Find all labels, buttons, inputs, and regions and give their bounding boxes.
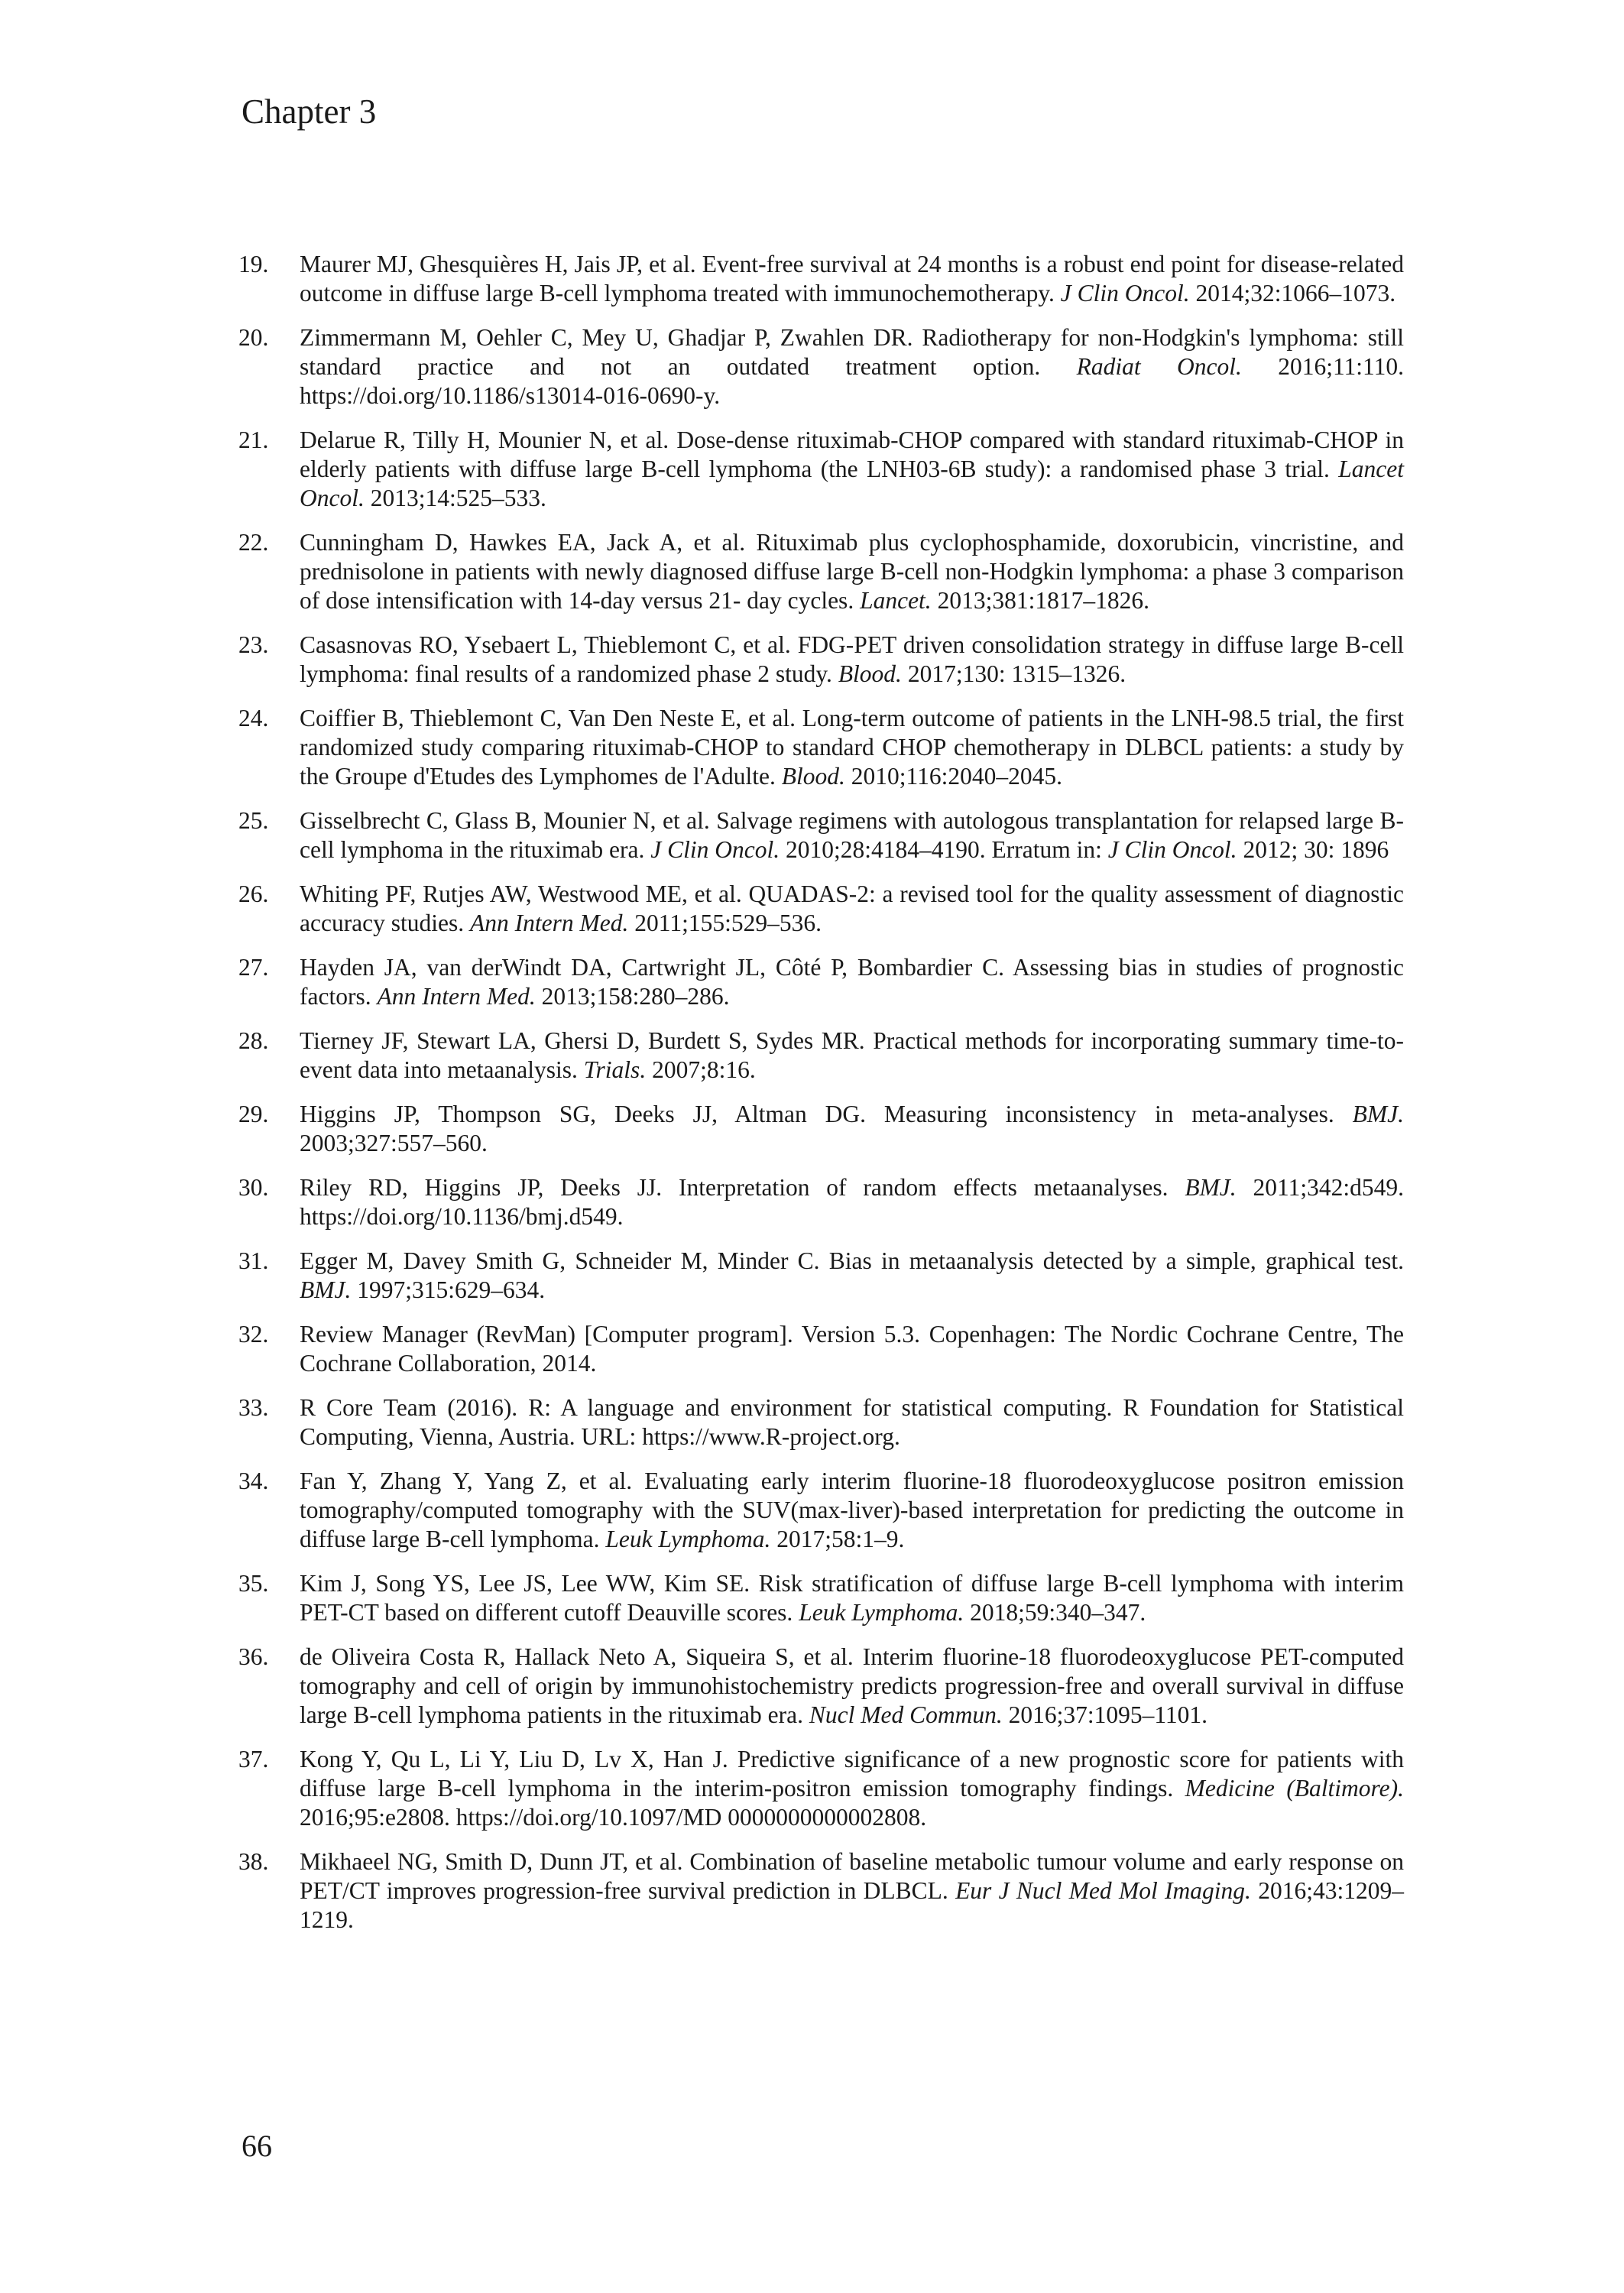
reference-number: 26. [238,881,269,907]
reference-text [300,1569,1404,1627]
reference-number: 37. [238,1746,269,1772]
citation-segment: 1997;315:629–634. [351,1276,546,1303]
reference-number: 22. [238,529,269,556]
reference-number: 21. [238,426,269,453]
citation-segment: 2017;130: 1315–1326. [901,660,1126,687]
reference-item [238,1393,1404,1451]
citation-segment: 2018;59:340–347. [964,1599,1146,1626]
reference-number: 19. [238,251,269,277]
reference-text [300,250,1404,308]
reference-text [300,880,1404,938]
citation-segment: Review Manager (RevMan) [Computer program]. Version 5.3. Copenhagen: The Nordic Cochrane Centre, The Cochrane Collaboration, 2014. [300,1321,1404,1377]
journal-title: Blood. [781,763,845,790]
reference-number: 20. [238,324,269,351]
citation-segment: Maurer MJ, Ghesquières H, Jais JP, et al. Event-free survival at 24 months is a robust end point for disease-related outcome in diffuse large B-cell lymphoma treated with immunochemotherapy. [300,251,1404,306]
journal-title: Radiat Oncol. [1076,353,1242,380]
journal-title: J Clin Oncol. [650,836,780,863]
citation-segment: 2016;43:1209–1219. [300,1877,1404,1933]
reference-text [300,426,1404,513]
reference-text [300,631,1404,689]
journal-title: Medicine (Baltimore). [1185,1775,1404,1802]
reference-number: 23. [238,631,269,658]
reference-text [300,953,1404,1011]
citation-segment: R Core Team (2016). R: A language and environment for statistical computing. R Foundation for Statistical Computing, Vienna, Austria. URL: https://www.R-project.org. [300,1394,1404,1450]
reference-item [238,1467,1404,1554]
citation-segment: Cunningham D, Hawkes EA, Jack A, et al. Rituximab plus cyclophosphamide, doxorubicin, vincristine, and prednisolone in patients with newly diagnosed diffuse large B-cell non-Hodgkin lymphoma: a phase 3 comparison of dose intensification with 14-day versus 21- day cycles. [300,529,1404,614]
citation-segment: 2014;32:1066–1073. [1189,280,1396,306]
reference-item [238,1173,1404,1231]
journal-title: Trials. [583,1056,647,1083]
citation-segment: 2017;58:1–9. [770,1526,905,1552]
citation-segment: Casasnovas RO, Ysebaert L, Thieblemont C, et al. FDG-PET driven consolidation strategy in diffuse large B-cell lymphoma: final results of a randomized phase 2 study. [300,631,1404,687]
reference-item [238,1320,1404,1378]
journal-title: Nucl Med Commun. [809,1701,1003,1728]
reference-item [238,1643,1404,1730]
reference-number: 28. [238,1027,269,1054]
reference-number: 24. [238,705,269,731]
citation-segment: 2011;342:d549. https://doi.org/10.1136/bmj.d549. [300,1174,1404,1230]
citation-segment: Hayden JA, van derWindt DA, Cartwright JL, Côté P, Bombardier C. Assessing bias in studies of prognostic factors. [300,954,1404,1010]
reference-item [238,1847,1404,1935]
citation-segment: Gisselbrecht C, Glass B, Mounier N, et al. Salvage regimens with autologous transplantation for relapsed large B-cell lymphoma in the rituximab era. [300,807,1404,863]
reference-text [300,1026,1404,1085]
journal-title: Lancet Oncol. [300,456,1404,511]
citation-segment: Kim J, Song YS, Lee JS, Lee WW, Kim SE. Risk stratification of diffuse large B-cell lymphoma with interim PET-CT based on different cutoff Deauville scores. [300,1570,1404,1626]
citation-segment: Coiffier B, Thieblemont C, Van Den Neste E, et al. Long-term outcome of patients in the LNH-98.5 trial, the first randomized study comparing rituximab-CHOP to standard CHOP chemotherapy in DLBCL patients: a study by the Groupe d'Etudes des Lymphomes de l'Adulte. [300,705,1404,790]
reference-text [300,1847,1404,1935]
citation-segment: 2007;8:16. [646,1056,756,1083]
reference-number: 34. [238,1468,269,1494]
reference-item [238,704,1404,791]
reference-item [238,250,1404,308]
reference-item [238,426,1404,513]
citation-segment: Kong Y, Qu L, Li Y, Liu D, Lv X, Han J. Predictive significance of a new prognostic score for patients with diffuse large B-cell lymphoma in the interim-positron emission tomography findings. [300,1746,1404,1802]
reference-number: 25. [238,807,269,834]
citation-segment: 2016;11:110. https://doi.org/10.1186/s13014-016-0690-y. [300,353,1404,409]
reference-number: 38. [238,1848,269,1875]
reference-text [300,1320,1404,1378]
reference-item [238,1247,1404,1305]
citation-segment: Tierney JF, Stewart LA, Ghersi D, Burdett S, Sydes MR. Practical methods for incorporating summary time-to-event data into metaanalysis. [300,1027,1404,1083]
reference-item [238,631,1404,689]
reference-item [238,953,1404,1011]
journal-title: Ann Intern Med. [377,983,536,1010]
reference-item [238,1026,1404,1085]
reference-number: 35. [238,1570,269,1597]
citation-segment: 2013;158:280–286. [535,983,730,1010]
reference-text [300,1467,1404,1554]
reference-text [300,528,1404,615]
citation-segment: 2010;28:4184–4190. Erratum in: [780,836,1108,863]
citation-segment: Riley RD, Higgins JP, Deeks JJ. Interpretation of random effects metaanalyses. [300,1174,1185,1201]
journal-title: J Clin Oncol. [1107,836,1237,863]
journal-title: Leuk Lymphoma. [605,1526,771,1552]
reference-text [300,1173,1404,1231]
reference-number: 29. [238,1101,269,1127]
citation-segment: 2012; 30: 1896 [1237,836,1389,863]
citation-segment: Fan Y, Zhang Y, Yang Z, et al. Evaluating early interim fluorine-18 fluorodeoxyglucose positron emission tomography/computed tomography with the SUV(max-liver)-based interpretation for predicting the outcome in diffuse large B-cell lymphoma. [300,1468,1404,1552]
journal-title: Lancet. [860,587,932,614]
journal-title: Leuk Lymphoma. [799,1599,964,1626]
reference-item [238,1100,1404,1158]
reference-text [300,1745,1404,1832]
reference-item [238,1569,1404,1627]
citation-segment: 2013;14:525–533. [364,485,546,511]
reference-number: 31. [238,1247,269,1274]
citation-segment: Higgins JP, Thompson SG, Deeks JJ, Altman DG. Measuring inconsistency in meta-analyses. [300,1101,1353,1127]
reference-text [300,806,1404,864]
reference-number: 27. [238,954,269,981]
reference-number: 33. [238,1394,269,1421]
reference-number: 32. [238,1321,269,1348]
reference-item [238,323,1404,410]
reference-list [238,250,1404,1950]
reference-text [300,1247,1404,1305]
reference-number: 36. [238,1643,269,1670]
citation-segment: 2011;155:529–536. [628,910,822,936]
reference-item [238,1745,1404,1832]
journal-title: Blood. [838,660,902,687]
journal-title: Eur J Nucl Med Mol Imaging. [955,1877,1251,1904]
reference-text [300,1643,1404,1730]
running-head-chapter: Chapter 3 [241,92,377,131]
reference-text [300,1393,1404,1451]
citation-segment: 2013;381:1817–1826. [931,587,1149,614]
citation-segment: Delarue R, Tilly H, Mounier N, et al. Dose-dense rituximab-CHOP compared with standard rituximab-CHOP in elderly patients with diffuse large B-cell lymphoma (the LNH03-6B study): a randomised phase 3 trial. [300,426,1404,482]
citation-segment: Zimmermann M, Oehler C, Mey U, Ghadjar P, Zwahlen DR. Radiotherapy for non-Hodgkin's lymphoma: still standard practice and not an outdated treatment option. [300,324,1404,380]
reference-text [300,323,1404,410]
reference-text [300,704,1404,791]
citation-segment: 2010;116:2040–2045. [844,763,1062,790]
journal-title: BMJ. [300,1276,352,1303]
citation-segment: 2016;95:e2808. https://doi.org/10.1097/MD 0000000000002808. [300,1804,927,1831]
journal-title: J Clin Oncol. [1060,280,1190,306]
citation-segment: Egger M, Davey Smith G, Schneider M, Minder C. Bias in metaanalysis detected by a simple, graphical test. [300,1247,1404,1274]
reference-item [238,806,1404,864]
reference-text [300,1100,1404,1158]
journal-title: Ann Intern Med. [470,910,629,936]
citation-segment: 2016;37:1095–1101. [1002,1701,1208,1728]
reference-item [238,528,1404,615]
journal-title: BMJ. [1185,1174,1237,1201]
reference-item [238,880,1404,938]
reference-number: 30. [238,1174,269,1201]
citation-segment: Mikhaeel NG, Smith D, Dunn JT, et al. Combination of baseline metabolic tumour volume and early response on PET/CT improves progression-free survival prediction in DLBCL. [300,1848,1404,1904]
journal-title: BMJ. [1352,1101,1404,1127]
citation-segment: 2003;327:557–560. [300,1130,488,1156]
citation-segment: Whiting PF, Rutjes AW, Westwood ME, et al. QUADAS-2: a revised tool for the quality assessment of diagnostic accuracy studies. [300,881,1404,936]
page-number: 66 [241,2129,272,2163]
citation-segment: de Oliveira Costa R, Hallack Neto A, Siqueira S, et al. Interim fluorine-18 fluorodeoxyglucose PET-computed tomography and cell of origin by immunohistochemistry predicts progression-free and overall survival in diffuse large B-cell lymphoma patients in the rituximab era. [300,1643,1404,1728]
